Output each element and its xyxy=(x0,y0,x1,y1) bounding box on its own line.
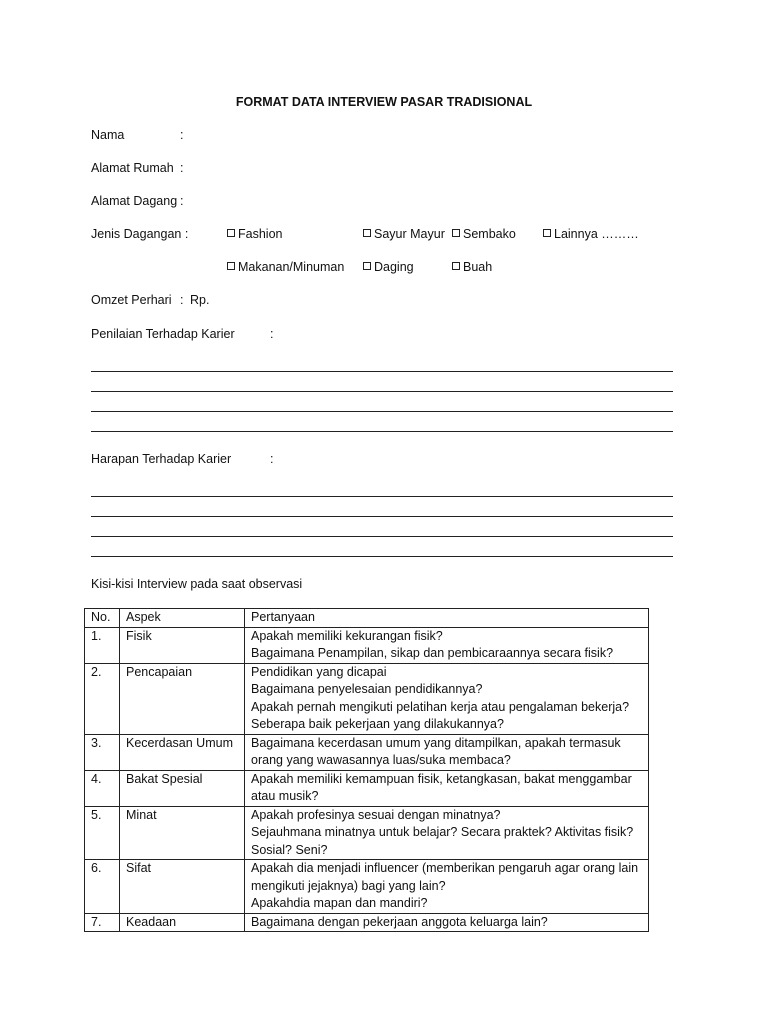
field-omzet-label: Omzet Perhari xyxy=(91,293,172,307)
option-makanan-minuman[interactable] xyxy=(227,260,344,274)
question-line: orang yang wawasannya luas/suka membaca? xyxy=(251,753,511,767)
field-alamat-rumah-sep: : xyxy=(180,161,184,175)
question-line: Apakah memiliki kekurangan fisik? xyxy=(251,628,443,643)
cell-aspek: Keadaan xyxy=(120,913,245,932)
header-no: No. xyxy=(85,609,120,628)
field-alamat-dagang-sep: : xyxy=(180,194,184,208)
answer-line xyxy=(91,496,673,497)
answer-line xyxy=(91,556,673,557)
checkbox-icon xyxy=(227,229,235,237)
cell-pertanyaan xyxy=(245,806,649,860)
cell-aspek: Pencapaian xyxy=(120,663,245,734)
table-row xyxy=(85,913,649,932)
option-daging[interactable] xyxy=(363,260,414,274)
question-line: Bagaimana Penampilan, sikap dan pembicaraannya secara fisik? xyxy=(251,646,614,660)
question-line: atau musik? xyxy=(251,789,319,803)
field-penilaian-label: Penilaian Terhadap Karier xyxy=(91,327,235,341)
field-harapan-sep: : xyxy=(270,452,274,466)
cell-pertanyaan xyxy=(245,734,649,770)
document-title: FORMAT DATA INTERVIEW PASAR TRADISIONAL xyxy=(235,95,533,109)
question-line: Bagaimana penyelesaian pendidikannya? xyxy=(251,682,483,696)
question-line: Apakah dia menjadi influencer (memberikan pengaruh agar orang lain xyxy=(251,861,639,875)
table-row xyxy=(85,663,649,734)
header-aspek: Aspek xyxy=(120,609,245,628)
table-row xyxy=(85,770,649,806)
cell-no: 7. xyxy=(85,913,120,932)
field-jenis-dagangan-label: Jenis Dagangan : xyxy=(91,227,189,241)
table-row xyxy=(85,734,649,770)
option-lainnya[interactable] xyxy=(543,227,639,241)
option-label: Fashion xyxy=(238,227,283,241)
cell-aspek: Fisik xyxy=(120,627,245,663)
table-row xyxy=(85,627,649,663)
table-header-row xyxy=(85,609,649,628)
table-row xyxy=(85,806,649,860)
cell-aspek: Sifat xyxy=(120,860,245,914)
option-label: Daging xyxy=(374,260,414,274)
cell-pertanyaan xyxy=(245,770,649,806)
field-omzet-sep: : xyxy=(180,293,184,307)
cell-aspek: Bakat Spesial xyxy=(120,770,245,806)
interview-grid-table xyxy=(84,608,649,932)
question-line: Apakah profesinya sesuai dengan minatnya? xyxy=(251,807,501,822)
question-line: Apakahdia mapan dan mandiri? xyxy=(251,896,428,910)
cell-pertanyaan xyxy=(245,913,649,932)
kisi-title: Kisi-kisi Interview pada saat observasi xyxy=(91,577,303,591)
answer-line xyxy=(91,431,673,432)
question-line: Apakah pernah mengikuti pelatihan kerja atau pengalaman bekerja? xyxy=(251,699,630,714)
option-label: Lainnya ……… xyxy=(554,227,639,241)
checkbox-icon xyxy=(452,262,460,270)
answer-line xyxy=(91,391,673,392)
answer-line xyxy=(91,516,673,517)
option-fashion[interactable] xyxy=(227,227,282,241)
question-line: mengikuti jejaknya) bagi yang lain? xyxy=(251,878,446,893)
header-pertanyaan: Pertanyaan xyxy=(245,609,649,628)
option-buah[interactable] xyxy=(452,260,492,274)
checkbox-icon xyxy=(543,229,551,237)
cell-no: 2. xyxy=(85,663,120,734)
cell-no: 6. xyxy=(85,860,120,914)
question-line: Bagaimana dengan pekerjaan anggota keluarga lain? xyxy=(251,914,548,929)
question-line: Sejauhmana minatnya untuk belajar? Secara praktek? Aktivitas fisik? xyxy=(251,825,634,839)
checkbox-icon xyxy=(363,262,371,270)
option-sayur-mayur[interactable] xyxy=(363,227,445,241)
question-line: Bagaimana kecerdasan umum yang ditampilkan, apakah termasuk xyxy=(251,735,621,750)
cell-aspek: Minat xyxy=(120,806,245,860)
question-line: Pendidikan yang dicapai xyxy=(251,664,387,679)
answer-line xyxy=(91,371,673,372)
cell-no: 1. xyxy=(85,627,120,663)
field-omzet-prefix: Rp. xyxy=(190,293,210,307)
cell-pertanyaan xyxy=(245,860,649,914)
field-alamat-rumah-label: Alamat Rumah xyxy=(91,161,174,175)
field-nama-label: Nama xyxy=(91,128,125,142)
answer-line xyxy=(91,536,673,537)
option-label: Sayur Mayur xyxy=(374,227,445,241)
field-penilaian-sep: : xyxy=(270,327,274,341)
field-alamat-dagang-label: Alamat Dagang xyxy=(91,194,178,208)
option-sembako[interactable] xyxy=(452,227,516,241)
cell-no: 4. xyxy=(85,770,120,806)
option-label: Makanan/Minuman xyxy=(238,260,345,274)
field-nama-sep: : xyxy=(180,128,184,142)
checkbox-icon xyxy=(452,229,460,237)
option-label: Sembako xyxy=(463,227,516,241)
question-line: Sosial? Seni? xyxy=(251,842,328,857)
cell-no: 3. xyxy=(85,734,120,770)
answer-line xyxy=(91,411,673,412)
question-line: Apakah memiliki kemampuan fisik, ketangkasan, bakat menggambar xyxy=(251,771,632,786)
question-line: Seberapa baik pekerjaan yang dilakukannya? xyxy=(251,717,504,731)
checkbox-icon xyxy=(363,229,371,237)
cell-pertanyaan xyxy=(245,627,649,663)
checkbox-icon xyxy=(227,262,235,270)
field-harapan-label: Harapan Terhadap Karier xyxy=(91,452,232,466)
cell-no: 5. xyxy=(85,806,120,860)
option-label: Buah xyxy=(463,260,493,274)
cell-aspek: Kecerdasan Umum xyxy=(120,734,245,770)
table-row xyxy=(85,860,649,914)
cell-pertanyaan xyxy=(245,663,649,734)
